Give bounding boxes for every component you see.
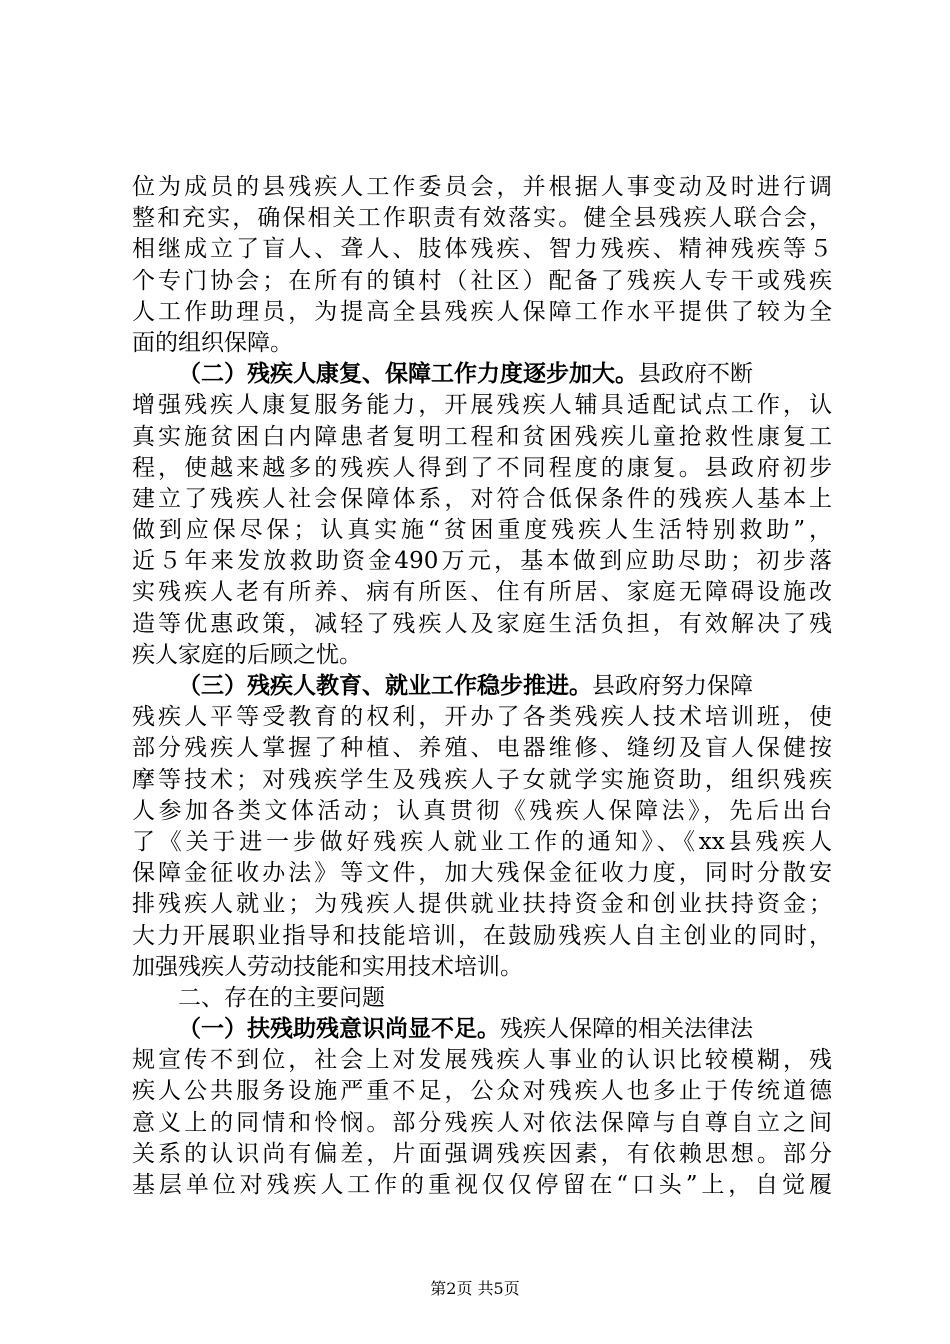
text-line: 做到应保尽保；认真实施“贫困重度残疾人生活特别救助”，: [132, 517, 832, 544]
paragraph-first-line: [132, 1014, 832, 1045]
text-line: 排残疾人就业；为残疾人提供就业扶持资金和创业扶持资金；: [132, 891, 832, 918]
paragraph-first-line: [132, 671, 832, 702]
text-line: 疾人公共服务设施严重不足，公众对残疾人也多止于传统道德: [132, 1078, 832, 1105]
text-line: 保障金征收办法》等文件，加大残保金征收力度，同时分散安: [132, 860, 832, 887]
paragraph-heading: （二）残疾人康复、保障工作力度逐步加大。: [178, 361, 638, 388]
text-line: 近５年来发放救助资金490万元，基本做到应助尽助；初步落: [132, 548, 832, 575]
paragraph-p2: [132, 359, 832, 671]
text-line: 个专门协会；在所有的镇村（社区）配备了残疾人专干或残疾: [132, 267, 832, 294]
text-line: 面的组织保障。: [132, 329, 293, 356]
text-line: 增强残疾人康复服务能力，开展残疾人辅具适配试点工作，认: [132, 392, 832, 419]
text-line: 部分残疾人掌握了种植、养殖、电器维修、缝纫及盲人保健按: [132, 735, 832, 762]
text-line: 残疾人平等受教育的权利，开办了各类残疾人技术培训班，使: [132, 704, 832, 731]
text-line: 加强残疾人劳动技能和实用技术培训。: [132, 953, 523, 980]
text-line: 大力开展职业指导和技能培训，在鼓励残疾人自主创业的同时，: [132, 922, 832, 949]
document-body: [132, 172, 832, 1201]
paragraph-first-line: [132, 359, 832, 390]
text-line: 程，使越来越多的残疾人得到了不同程度的康复。县政府初步: [132, 454, 832, 481]
text-line: 规宣传不到位，社会上对发展残疾人事业的认识比较模糊，残: [132, 1047, 832, 1074]
text-line: 实残疾人老有所养、病有所医、住有所居、家庭无障碍设施改: [132, 579, 832, 606]
text-line: 整和充实，确保相关工作职责有效落实。健全县残疾人联合会，: [132, 205, 832, 232]
text-line: 造等优惠政策，减轻了残疾人及家庭生活负担，有效解决了残: [132, 610, 832, 637]
paragraph-p4: [132, 1014, 832, 1201]
text-line: 疾人家庭的后顾之忧。: [132, 641, 362, 668]
paragraph-heading: （一）扶残助残意识尚显不足。: [178, 1016, 500, 1043]
text-line: 人工作助理员，为提高全县残疾人保障工作水平提供了较为全: [132, 298, 832, 325]
text-line: 建立了残疾人社会保障体系，对符合低保条件的残疾人基本上: [132, 485, 832, 512]
paragraph-p1: [132, 172, 832, 359]
paragraph-p3: [132, 671, 832, 983]
text-line: 摩等技术；对残疾学生及残疾人子女就学实施资助，组织残疾: [132, 766, 832, 793]
text-line: 真实施贫困白内障患者复明工程和贫困残疾儿童抢救性康复工: [132, 423, 832, 450]
paragraph-heading-rest: 残疾人保障的相关法律法: [500, 1016, 753, 1043]
text-line: 了《关于进一步做好残疾人就业工作的通知》、《xx县残疾人: [132, 828, 832, 855]
text-line: 基层单位对残疾人工作的重视仅仅停留在“口头”上，自觉履: [132, 1172, 832, 1198]
paragraph-heading: （三）残疾人教育、就业工作稳步推进。: [178, 673, 592, 699]
paragraph-heading-rest: 县政府努力保障: [592, 673, 753, 699]
text-line: 相继成立了盲人、聋人、肢体残疾、智力残疾、精神残疾等５: [132, 236, 832, 263]
paragraph-heading-rest: 县政府不断: [638, 361, 753, 388]
text-line: 位为成员的县残疾人工作委员会，并根据人事变动及时进行调: [132, 174, 832, 200]
text-line: 人参加各类文体活动；认真贯彻《残疾人保障法》，先后出台: [132, 797, 832, 824]
text-line: 关系的认识尚有偏差，片面强调残疾因素，有依赖思想。部分: [132, 1140, 832, 1167]
page-footer: 第2页 共5页: [430, 1279, 520, 1298]
paragraph-h2: [132, 983, 832, 1014]
section-heading: 二、存在的主要问题: [178, 984, 385, 1011]
text-line: 意义上的同情和怜悯。部分残疾人对依法保障与自尊自立之间: [132, 1109, 832, 1136]
